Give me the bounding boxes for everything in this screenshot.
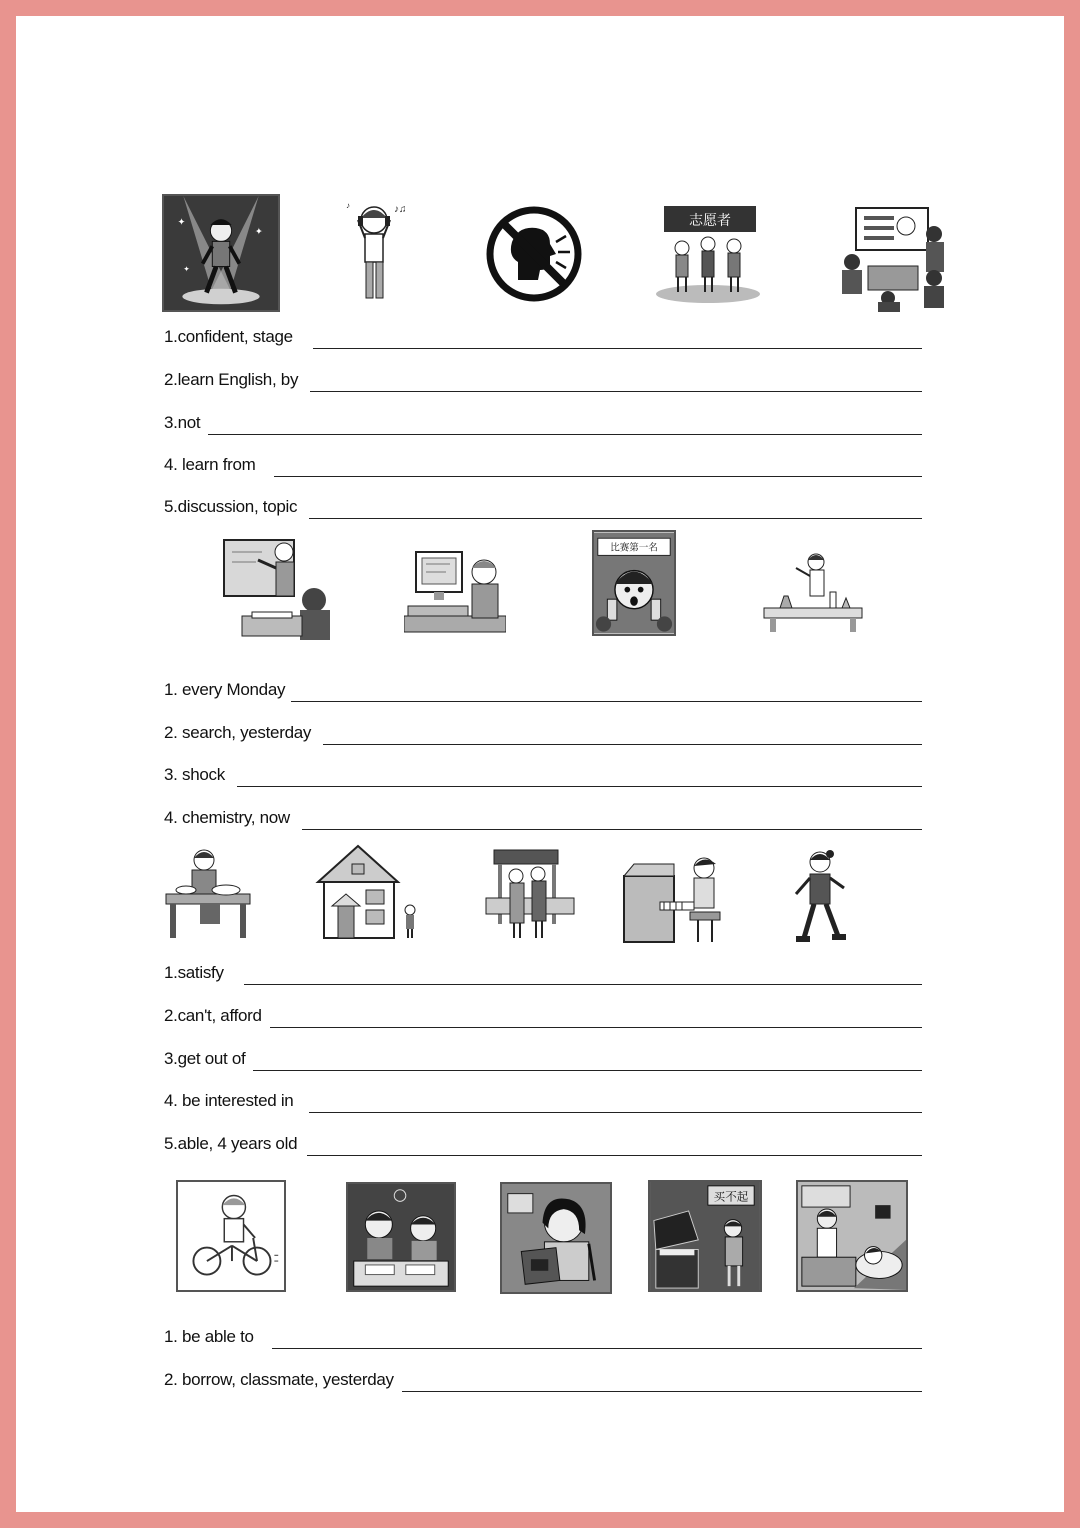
answer-blank[interactable]: [402, 1391, 922, 1392]
prompt-text: 5.able, 4 years old: [164, 1134, 298, 1153]
girl-chemistry-lab-image: [760, 550, 866, 634]
prompt-text: 2.can't, afford: [164, 1006, 262, 1025]
answer-blank[interactable]: [272, 1348, 922, 1349]
answer-blank[interactable]: [307, 1155, 922, 1156]
shocked-boy-image: [592, 530, 676, 636]
prompt-text: 3. shock: [164, 765, 225, 784]
prompt-text: 1.confident, stage: [164, 327, 293, 346]
fill-in-row: [164, 1321, 922, 1351]
banner-text: 买不起: [713, 1191, 749, 1204]
volunteers-banner-image: [652, 202, 764, 306]
answer-blank[interactable]: [313, 348, 922, 349]
answer-blank[interactable]: [253, 1070, 922, 1071]
fill-in-row: [164, 321, 922, 351]
girl-dancing-image: [788, 848, 854, 948]
svg-text:✦: ✦: [183, 264, 190, 274]
answer-blank[interactable]: [310, 391, 922, 392]
group-discussion-image: [838, 204, 950, 312]
answer-blank[interactable]: [309, 518, 922, 519]
answer-blank[interactable]: [270, 1027, 922, 1028]
fill-in-row: [164, 407, 922, 437]
mother-cooking-child-sleeping-image: [796, 1180, 908, 1292]
teacher-blackboard-image: [222, 536, 332, 644]
worksheet-page: [16, 16, 1064, 1512]
fill-in-row: [164, 491, 922, 521]
prompt-text: 5.discussion, topic: [164, 497, 298, 516]
answer-blank[interactable]: [309, 1112, 922, 1113]
two-boys-studying-image: [346, 1182, 456, 1292]
prompt-text: 1. every Monday: [164, 680, 286, 699]
no-speaking-sign-image: [484, 204, 584, 304]
answer-blank[interactable]: [323, 744, 922, 745]
answer-blank[interactable]: [244, 984, 922, 985]
svg-text:♪: ♪: [346, 201, 350, 210]
girl-reading-book-image: [500, 1182, 612, 1294]
prompt-text: 2.learn English, by: [164, 370, 299, 389]
house-image: [312, 844, 422, 944]
fill-in-row: [164, 1364, 922, 1394]
fill-in-row: [164, 957, 922, 987]
fill-in-row: [164, 802, 922, 832]
prompt-text: 2. search, yesterday: [164, 723, 312, 742]
fill-in-row: [164, 1085, 922, 1115]
answer-blank[interactable]: [291, 701, 922, 702]
banner-text: 比赛第一名: [610, 542, 658, 554]
fill-in-row: [164, 759, 922, 789]
svg-text:♪♫: ♪♫: [394, 204, 407, 215]
prompt-text: 2. borrow, classmate, yesterday: [164, 1370, 394, 1389]
boy-at-computer-image: [404, 544, 506, 636]
answer-blank[interactable]: [237, 786, 922, 787]
boy-riding-bike-image: [176, 1180, 286, 1292]
fill-in-row: [164, 1043, 922, 1073]
fill-in-row: [164, 717, 922, 747]
fill-in-row: [164, 449, 922, 479]
prompt-text: 3.get out of: [164, 1049, 246, 1068]
prompt-text: 4. learn from: [164, 455, 256, 474]
prompt-text: 4. chemistry, now: [164, 808, 290, 827]
prompt-text: 1.satisfy: [164, 963, 224, 982]
girl-playing-piano-image: [620, 852, 726, 946]
piano-shop-image: [648, 1180, 762, 1292]
fill-in-row: [164, 364, 922, 394]
answer-blank[interactable]: [274, 476, 922, 477]
fill-in-row: [164, 1128, 922, 1158]
banner-text: 志愿者: [689, 212, 731, 228]
boy-listening-headphones-image: [336, 198, 416, 308]
answer-blank[interactable]: [208, 434, 922, 435]
singer-on-stage-image: [162, 194, 280, 312]
fill-in-row: [164, 674, 922, 704]
svg-text:✦: ✦: [254, 226, 263, 238]
answer-blank[interactable]: [302, 829, 922, 830]
shop-customers-image: [482, 846, 578, 942]
prompt-text: 4. be interested in: [164, 1091, 294, 1110]
svg-text:✦: ✦: [177, 216, 186, 228]
fill-in-row: [164, 1000, 922, 1030]
prompt-text: 1. be able to: [164, 1327, 254, 1346]
boy-eating-at-table-image: [164, 846, 254, 942]
prompt-text: 3.not: [164, 413, 201, 432]
